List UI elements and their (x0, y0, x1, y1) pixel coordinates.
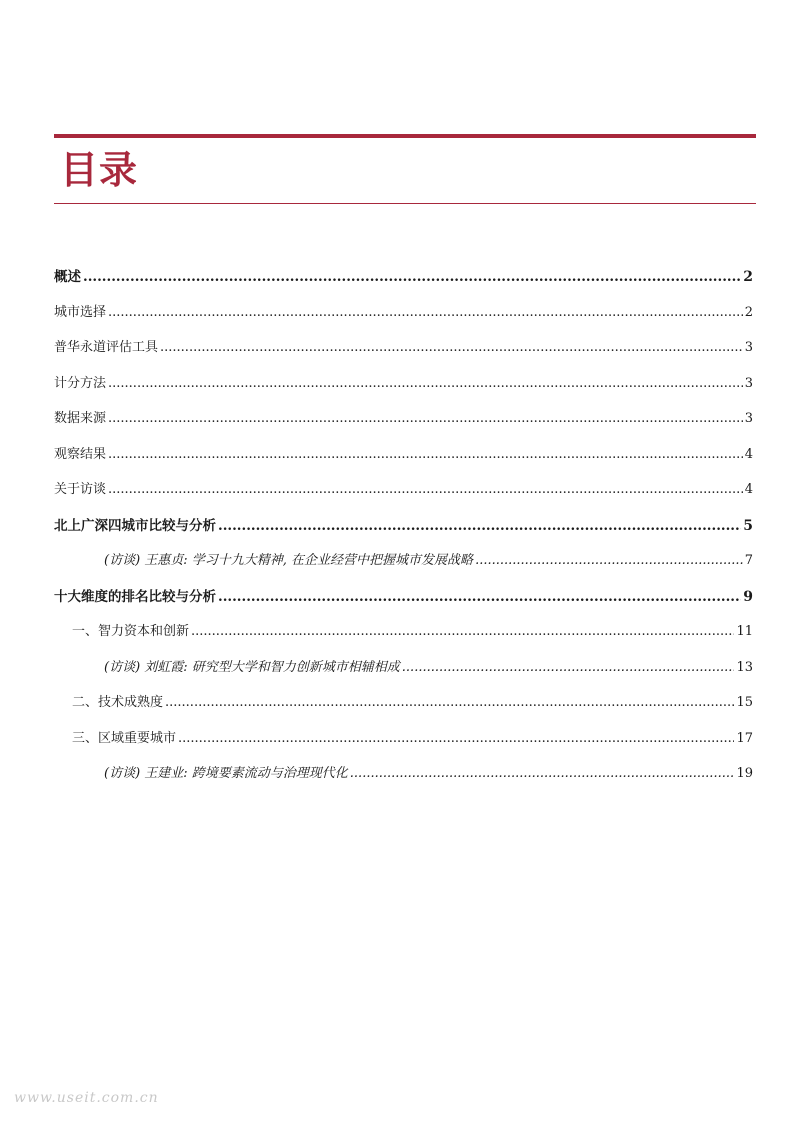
title-bottom-rule (54, 203, 756, 204)
toc-dot-leader (83, 262, 741, 292)
toc-dot-leader (218, 582, 741, 612)
toc-page-number: 3 (744, 375, 753, 391)
toc-dot-leader (108, 404, 743, 434)
toc-dot-leader (108, 475, 743, 505)
toc-entry[interactable] (54, 475, 753, 511)
table-of-contents (54, 262, 753, 795)
toc-dot-leader (108, 298, 743, 328)
toc-entry[interactable] (54, 653, 753, 689)
toc-entry-title: (访谈) 王建业: 跨境要素流动与治理现代化 (104, 766, 348, 781)
toc-entry-title: 一、智力资本和创新 (72, 624, 190, 639)
toc-entry-title: 计分方法 (54, 375, 107, 391)
toc-entry-title: 北上广深四城市比较与分析 (54, 517, 216, 534)
toc-dot-leader (108, 369, 743, 399)
toc-entry[interactable] (54, 511, 753, 547)
toc-dot-leader (218, 511, 741, 541)
toc-page-number: 2 (743, 269, 753, 285)
toc-entry-title: 十大维度的排名比较与分析 (54, 588, 216, 605)
toc-entry[interactable] (54, 724, 753, 760)
toc-entry[interactable] (54, 369, 753, 405)
toc-page-number: 2 (744, 304, 753, 320)
toc-dot-leader (350, 759, 735, 789)
toc-dot-leader (160, 333, 743, 363)
toc-page-number: 4 (744, 482, 753, 497)
toc-page-number: 3 (744, 411, 753, 426)
toc-page-number: 19 (736, 766, 753, 781)
toc-page-number: 13 (736, 659, 753, 675)
toc-entry-title: 普华永道评估工具 (54, 340, 159, 355)
toc-entry-title: 数据来源 (54, 411, 107, 426)
toc-entry-title: 二、技术成熟度 (72, 695, 164, 710)
title-top-rule (54, 134, 756, 138)
toc-entry[interactable] (54, 333, 753, 369)
toc-dot-leader (402, 653, 735, 683)
toc-entry-title: 概述 (54, 269, 81, 285)
toc-entry-title: 观察结果 (54, 446, 107, 462)
watermark: www.useit.com.cn (14, 1090, 159, 1106)
toc-page-number: 3 (744, 340, 753, 355)
toc-entry-title: 三、区域重要城市 (72, 730, 177, 746)
toc-entry[interactable] (54, 582, 753, 618)
toc-page-number: 15 (736, 695, 753, 710)
toc-dot-leader (165, 688, 734, 718)
toc-entry[interactable] (54, 404, 753, 440)
toc-page-number: 9 (743, 588, 753, 605)
toc-entry-title: 关于访谈 (54, 482, 107, 497)
toc-entry[interactable] (54, 546, 753, 582)
toc-page-number: 4 (744, 446, 753, 462)
toc-dot-leader (475, 546, 743, 576)
toc-entry[interactable] (54, 688, 753, 724)
toc-entry[interactable] (54, 440, 753, 476)
toc-dot-leader (191, 617, 734, 647)
toc-page-number: 7 (744, 553, 753, 568)
toc-entry-title: (访谈) 刘虹霞: 研究型大学和智力创新城市相辅相成 (104, 659, 400, 675)
toc-entry[interactable] (54, 298, 753, 334)
toc-entry-title: (访谈) 王惠贞: 学习十九大精神, 在企业经营中把握城市发展战略 (104, 553, 474, 568)
toc-page-number: 11 (736, 624, 753, 639)
toc-entry[interactable] (54, 617, 753, 653)
toc-dot-leader (108, 440, 743, 470)
toc-dot-leader (178, 724, 734, 754)
toc-entry[interactable] (54, 262, 753, 298)
toc-entry-title: 城市选择 (54, 304, 107, 320)
toc-page-number: 17 (736, 730, 753, 746)
page-title: 目录 (60, 147, 139, 192)
toc-entry[interactable] (54, 759, 753, 795)
toc-page-number: 5 (743, 517, 753, 534)
